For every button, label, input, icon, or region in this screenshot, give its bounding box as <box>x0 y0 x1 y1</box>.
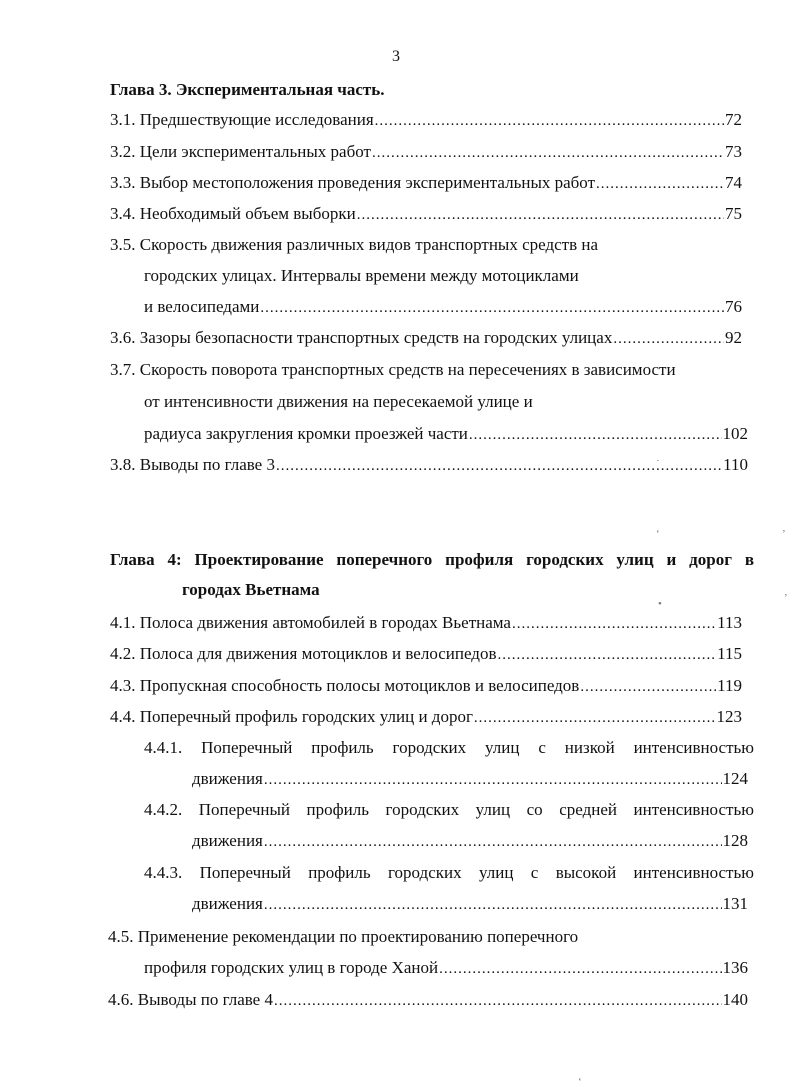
toc-page-number: 115 <box>717 644 742 663</box>
chapter-4-heading-line2: городах Вьетнама <box>182 580 320 599</box>
toc-entry-3-5-line1: 3.5. Скорость движения различных видов транспортных средств на <box>110 235 599 254</box>
toc-entry-4-5 <box>144 958 748 979</box>
leader-dots <box>596 174 724 194</box>
toc-entry-label: 4.4. Поперечный профиль городских улиц и дорог <box>110 707 473 726</box>
toc-page-number: 73 <box>725 142 742 161</box>
toc-page-number: 131 <box>722 894 748 913</box>
toc-page-number: 76 <box>725 297 742 316</box>
toc-entry-4-4-3-line1: 4.4.3. Поперечный профиль городских улиц с высокой интенсивностью <box>144 863 754 882</box>
toc-page-number: 124 <box>722 769 748 788</box>
toc-page-number: 119 <box>717 676 742 695</box>
leader-dots <box>474 708 716 728</box>
leader-dots <box>613 329 724 349</box>
page-number: 3 <box>392 48 400 65</box>
toc-entry-3-5 <box>144 297 742 318</box>
toc-entry-label: 3.4. Необходимый объем выборки <box>110 204 356 223</box>
toc-page-number: 74 <box>725 173 742 192</box>
leader-dots <box>260 298 724 318</box>
toc-entry-3-7-line1: 3.7. Скорость поворота транспортных средств на пересечениях в зависимости <box>110 360 676 379</box>
scan-speck: • <box>658 598 662 610</box>
toc-entry-4-4-1 <box>192 769 748 790</box>
scan-speck: ˙ <box>656 458 660 470</box>
toc-entry-4-1 <box>110 613 742 634</box>
toc-page-number: 113 <box>717 613 742 632</box>
toc-entry-4-6 <box>108 990 748 1011</box>
leader-dots <box>357 205 724 225</box>
leader-dots <box>512 614 716 634</box>
toc-entry-label: движения <box>192 831 263 850</box>
toc-page-number: 123 <box>716 707 742 726</box>
toc-entry-3-7 <box>144 424 748 445</box>
toc-entry-4-4-3 <box>192 894 748 915</box>
toc-entry-label: 4.3. Пропускная способность полосы мотоциклов и велосипедов <box>110 676 580 695</box>
toc-entry-label: радиуса закругления кромки проезжей части <box>144 424 468 443</box>
toc-entry-3-6 <box>110 328 742 349</box>
toc-page-number: 75 <box>725 204 742 223</box>
toc-entry-label: движения <box>192 894 263 913</box>
toc-entry-label: профиля городских улиц в городе Ханой <box>144 958 439 977</box>
toc-entry-4-4-2 <box>192 831 748 852</box>
toc-entry-label: 3.3. Выбор местоположения проведения экспериментальных работ <box>110 173 596 192</box>
scan-speck: ’ <box>782 528 786 540</box>
toc-entry-label: движения <box>192 769 263 788</box>
toc-entry-3-1 <box>110 110 742 131</box>
toc-page-number: 102 <box>722 424 748 443</box>
toc-entry-3-2 <box>110 142 742 163</box>
toc-page-number: 72 <box>725 110 742 129</box>
toc-entry-label: 4.1. Полоса движения автомобилей в городах Вьетнама <box>110 613 511 632</box>
toc-entry-label: 3.1. Предшествующие исследования <box>110 110 374 129</box>
toc-entry-3-5-line2: городских улицах. Интервалы времени между мотоциклами <box>144 266 579 285</box>
toc-page-number: 92 <box>725 328 742 347</box>
toc-entry-label: 4.6. Выводы по главе 4 <box>108 990 273 1009</box>
toc-entry-4-2 <box>110 644 742 665</box>
leader-dots <box>580 677 716 697</box>
scan-speck: ‘ <box>578 1076 582 1088</box>
toc-entry-4-4-2-line1: 4.4.2. Поперечный профиль городских улиц со средней интенсивностью <box>144 800 754 819</box>
toc-entry-3-4 <box>110 204 742 225</box>
leader-dots <box>264 895 722 915</box>
toc-entry-label: 3.2. Цели экспериментальных работ <box>110 142 371 161</box>
chapter-4-heading <box>110 550 754 570</box>
toc-page-number: 110 <box>723 455 748 474</box>
toc-entry-4-4 <box>110 707 742 728</box>
toc-entry-label: 3.8. Выводы по главе 3 <box>110 455 275 474</box>
toc-entry-4-4-1-line1: 4.4.1. Поперечный профиль городских улиц с низкой интенсивностью <box>144 738 754 757</box>
toc-page-number: 136 <box>722 958 748 977</box>
toc-page-number: 140 <box>722 990 748 1009</box>
leader-dots <box>439 959 721 979</box>
toc-entry-4-3 <box>110 676 742 697</box>
toc-entry-label: и велосипедами <box>144 297 260 316</box>
toc-entry-3-8 <box>110 455 748 476</box>
toc-entry-3-7-line2: от интенсивности движения на пересекаемой улице и <box>144 392 533 411</box>
leader-dots <box>274 991 722 1011</box>
toc-entry-4-5-line1: 4.5. Применение рекомендации по проектированию поперечного <box>108 927 579 946</box>
leader-dots <box>372 143 724 163</box>
chapter-3-heading: Глава 3. Экспериментальная часть. <box>110 80 385 99</box>
scan-speck: ‘ <box>656 528 660 540</box>
toc-entry-label: 3.6. Зазоры безопасности транспортных средств на городских улицах <box>110 328 613 347</box>
leader-dots <box>264 832 722 852</box>
chapter-4-heading-line1: Глава 4: Проектирование поперечного профиля городских улиц и дорог в <box>110 550 754 569</box>
leader-dots <box>497 645 716 665</box>
scan-speck: ’ <box>784 592 788 604</box>
leader-dots <box>469 425 722 445</box>
leader-dots <box>375 111 724 131</box>
toc-entry-3-3 <box>110 173 742 194</box>
toc-entry-label: 4.2. Полоса для движения мотоциклов и велосипедов <box>110 644 497 663</box>
toc-page-number: 128 <box>722 831 748 850</box>
leader-dots <box>264 770 722 790</box>
